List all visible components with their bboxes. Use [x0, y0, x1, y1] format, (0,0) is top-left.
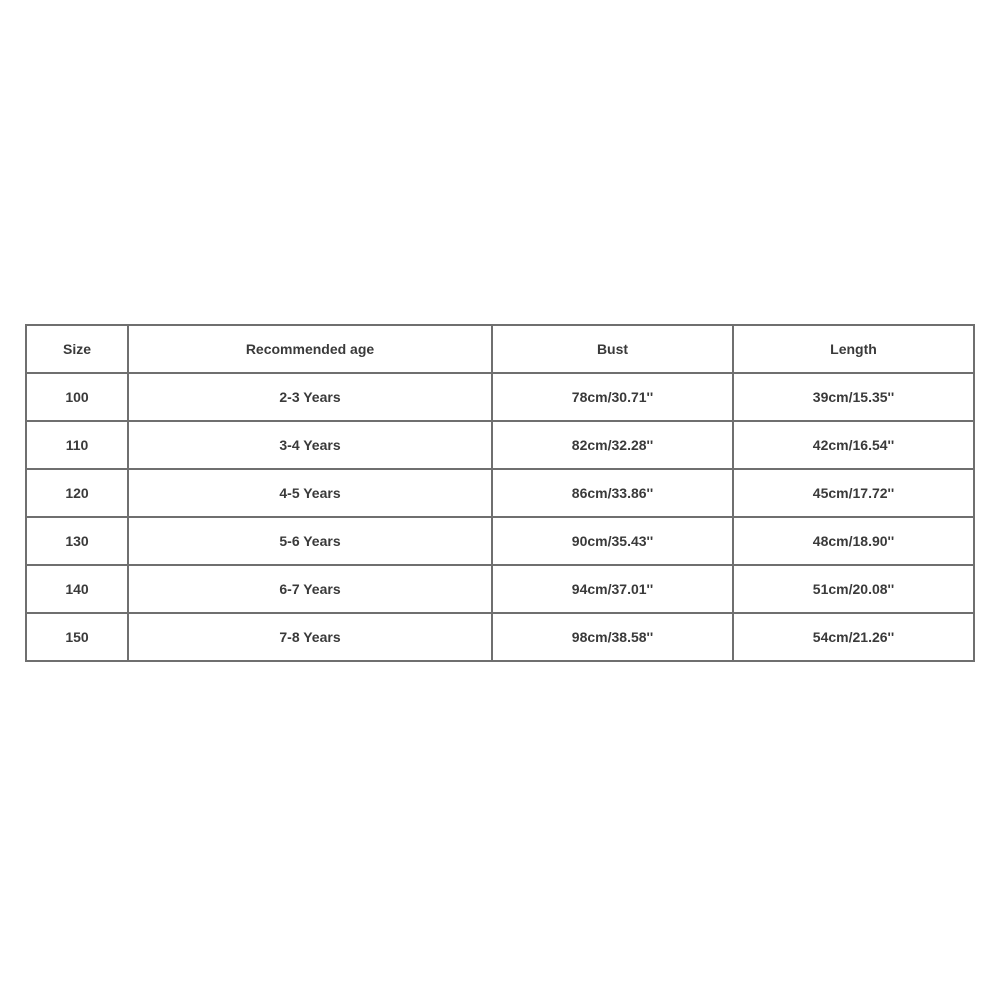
- header-size: Size: [26, 325, 128, 373]
- table-row: [26, 421, 974, 469]
- cell-recommended-age: 5-6 Years: [128, 517, 492, 565]
- cell-bust: 86cm/33.86'': [492, 469, 733, 517]
- cell-size: 100: [26, 373, 128, 421]
- cell-recommended-age: 3-4 Years: [128, 421, 492, 469]
- cell-bust: 94cm/37.01'': [492, 565, 733, 613]
- cell-length: 45cm/17.72'': [733, 469, 974, 517]
- table-row: [26, 517, 974, 565]
- cell-recommended-age: 2-3 Years: [128, 373, 492, 421]
- cell-bust: 90cm/35.43'': [492, 517, 733, 565]
- cell-length: 51cm/20.08'': [733, 565, 974, 613]
- cell-recommended-age: 7-8 Years: [128, 613, 492, 661]
- cell-length: 42cm/16.54'': [733, 421, 974, 469]
- cell-length: 48cm/18.90'': [733, 517, 974, 565]
- cell-recommended-age: 6-7 Years: [128, 565, 492, 613]
- cell-size: 140: [26, 565, 128, 613]
- cell-size: 130: [26, 517, 128, 565]
- table-row: [26, 373, 974, 421]
- cell-length: 54cm/21.26'': [733, 613, 974, 661]
- header-length: Length: [733, 325, 974, 373]
- cell-length: 39cm/15.35'': [733, 373, 974, 421]
- cell-bust: 82cm/32.28'': [492, 421, 733, 469]
- table-row: [26, 565, 974, 613]
- cell-bust: 78cm/30.71'': [492, 373, 733, 421]
- table-row: [26, 613, 974, 661]
- cell-size: 150: [26, 613, 128, 661]
- cell-size: 110: [26, 421, 128, 469]
- cell-bust: 98cm/38.58'': [492, 613, 733, 661]
- header-recommended-age: Recommended age: [128, 325, 492, 373]
- table-row: [26, 469, 974, 517]
- header-bust: Bust: [492, 325, 733, 373]
- size-chart-table: [25, 324, 975, 662]
- cell-size: 120: [26, 469, 128, 517]
- table-header-row: [26, 325, 974, 373]
- cell-recommended-age: 4-5 Years: [128, 469, 492, 517]
